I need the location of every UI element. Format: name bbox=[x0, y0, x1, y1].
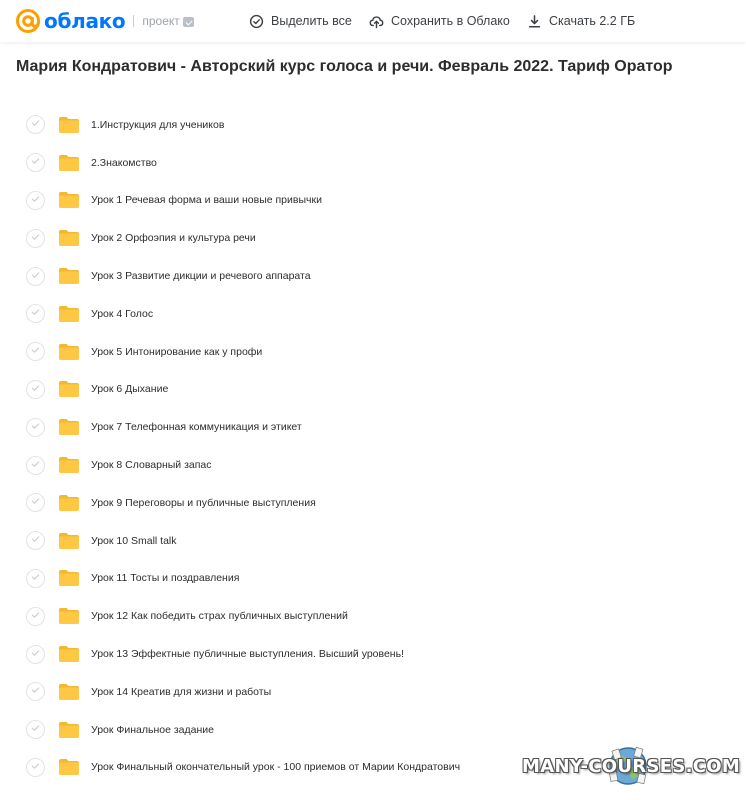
folder-icon bbox=[58, 343, 80, 361]
folder-name[interactable]: Урок 8 Словарный запас bbox=[91, 459, 212, 472]
download-icon bbox=[527, 14, 542, 29]
folder-icon bbox=[58, 494, 80, 512]
save-to-cloud-label: Сохранить в Облако bbox=[391, 14, 510, 28]
check-circle-icon[interactable] bbox=[26, 418, 45, 437]
folder-row[interactable] bbox=[0, 560, 746, 598]
brand-name: облако bbox=[44, 9, 126, 33]
check-circle-icon[interactable] bbox=[26, 493, 45, 512]
folder-row[interactable] bbox=[0, 597, 746, 635]
folder-icon bbox=[58, 191, 80, 209]
folder-row[interactable] bbox=[0, 182, 746, 220]
folder-row[interactable] bbox=[0, 333, 746, 371]
folder-name[interactable]: Урок 10 Small talk bbox=[91, 534, 177, 547]
folder-name[interactable]: Урок Финальное задание bbox=[91, 723, 214, 736]
folder-row[interactable] bbox=[0, 371, 746, 409]
folder-name[interactable]: Урок 4 Голос bbox=[91, 307, 154, 320]
check-circle-icon[interactable] bbox=[26, 153, 45, 172]
check-circle-icon[interactable] bbox=[26, 531, 45, 550]
project-label: проект bbox=[142, 14, 180, 28]
folder-name[interactable]: 2.Знакомство bbox=[91, 156, 157, 169]
check-circle-icon[interactable] bbox=[26, 569, 45, 588]
check-circle-icon[interactable] bbox=[26, 380, 45, 399]
check-circle-icon[interactable] bbox=[26, 115, 45, 134]
folder-icon bbox=[58, 267, 80, 285]
folder-list bbox=[0, 106, 746, 786]
folder-icon bbox=[58, 721, 80, 739]
check-circle-icon[interactable] bbox=[26, 456, 45, 475]
download-label: Скачать 2.2 ГБ bbox=[549, 14, 636, 28]
save-to-cloud-button[interactable] bbox=[369, 12, 510, 30]
check-circle-icon[interactable] bbox=[26, 758, 45, 777]
select-all-button[interactable] bbox=[249, 12, 352, 30]
check-circle-icon[interactable] bbox=[26, 682, 45, 701]
check-circle-icon[interactable] bbox=[26, 267, 45, 286]
check-circle-icon[interactable] bbox=[26, 607, 45, 626]
folder-icon bbox=[58, 229, 80, 247]
folder-name[interactable]: Урок 5 Интонирование как у профи bbox=[91, 345, 263, 358]
watermark bbox=[522, 744, 744, 788]
folder-name[interactable]: Урок 3 Развитие дикции и речевого аппарата bbox=[91, 270, 311, 283]
folder-name[interactable]: Урок 7 Телефонная коммуникация и этикет bbox=[91, 421, 302, 434]
check-circle-icon bbox=[249, 14, 264, 29]
folder-row[interactable] bbox=[0, 106, 746, 144]
download-button[interactable] bbox=[527, 12, 635, 30]
check-circle-icon[interactable] bbox=[26, 720, 45, 739]
folder-icon bbox=[58, 607, 80, 625]
folder-row[interactable] bbox=[0, 295, 746, 333]
folder-row[interactable] bbox=[0, 673, 746, 711]
folder-name[interactable]: Урок 12 Как победить страх публичных выступлений bbox=[91, 610, 348, 623]
check-circle-icon[interactable] bbox=[26, 645, 45, 664]
select-all-label: Выделить все bbox=[271, 14, 352, 28]
check-circle-icon[interactable] bbox=[26, 229, 45, 248]
check-circle-icon[interactable] bbox=[26, 191, 45, 210]
folder-row[interactable] bbox=[0, 484, 746, 522]
folder-icon bbox=[58, 154, 80, 172]
folder-name[interactable]: Урок 14 Креатив для жизни и работы bbox=[91, 685, 272, 698]
folder-row[interactable] bbox=[0, 257, 746, 295]
folder-icon bbox=[58, 758, 80, 776]
verified-badge-icon bbox=[183, 17, 194, 27]
folder-row[interactable] bbox=[0, 711, 746, 749]
folder-row[interactable] bbox=[0, 408, 746, 446]
folder-icon bbox=[58, 116, 80, 134]
folder-icon bbox=[58, 456, 80, 474]
folder-icon bbox=[58, 532, 80, 550]
folder-icon bbox=[58, 683, 80, 701]
folder-name[interactable]: Урок 13 Эффектные публичные выступления. Высший уровень! bbox=[91, 648, 404, 661]
folder-name[interactable]: Урок 9 Переговоры и публичные выступления bbox=[91, 496, 316, 509]
watermark-text: MANY-COURSES.COM bbox=[522, 756, 741, 777]
folder-icon bbox=[58, 418, 80, 436]
cloud-logo[interactable] bbox=[15, 8, 194, 34]
check-circle-icon[interactable] bbox=[26, 304, 45, 323]
folder-name[interactable]: Урок 1 Речевая форма и ваши новые привычки bbox=[91, 194, 322, 207]
page-title: Мария Кондратович - Авторский курс голоса и речи. Февраль 2022. Тариф Оратор bbox=[16, 58, 673, 75]
top-toolbar bbox=[0, 0, 746, 42]
folder-icon bbox=[58, 645, 80, 663]
folder-row[interactable] bbox=[0, 144, 746, 182]
folder-name[interactable]: Урок Финальный окончательный урок - 100 приемов от Марии Кондратович bbox=[91, 761, 461, 774]
folder-row[interactable] bbox=[0, 219, 746, 257]
folder-name[interactable]: Урок 11 Тосты и поздравления bbox=[91, 572, 240, 585]
folder-icon bbox=[58, 380, 80, 398]
folder-icon bbox=[58, 305, 80, 323]
logo-divider bbox=[133, 15, 134, 27]
folder-row[interactable] bbox=[0, 635, 746, 673]
folder-name[interactable]: 1.Инструкция для учеников bbox=[91, 118, 225, 131]
check-circle-icon[interactable] bbox=[26, 342, 45, 361]
folder-name[interactable]: Урок 2 Орфоэпия и культура речи bbox=[91, 232, 256, 245]
at-sign-icon bbox=[15, 8, 41, 34]
folder-name[interactable]: Урок 6 Дыхание bbox=[91, 383, 169, 396]
folder-icon bbox=[58, 569, 80, 587]
folder-row[interactable] bbox=[0, 522, 746, 560]
cloud-upload-icon bbox=[369, 14, 384, 29]
folder-row[interactable] bbox=[0, 446, 746, 484]
